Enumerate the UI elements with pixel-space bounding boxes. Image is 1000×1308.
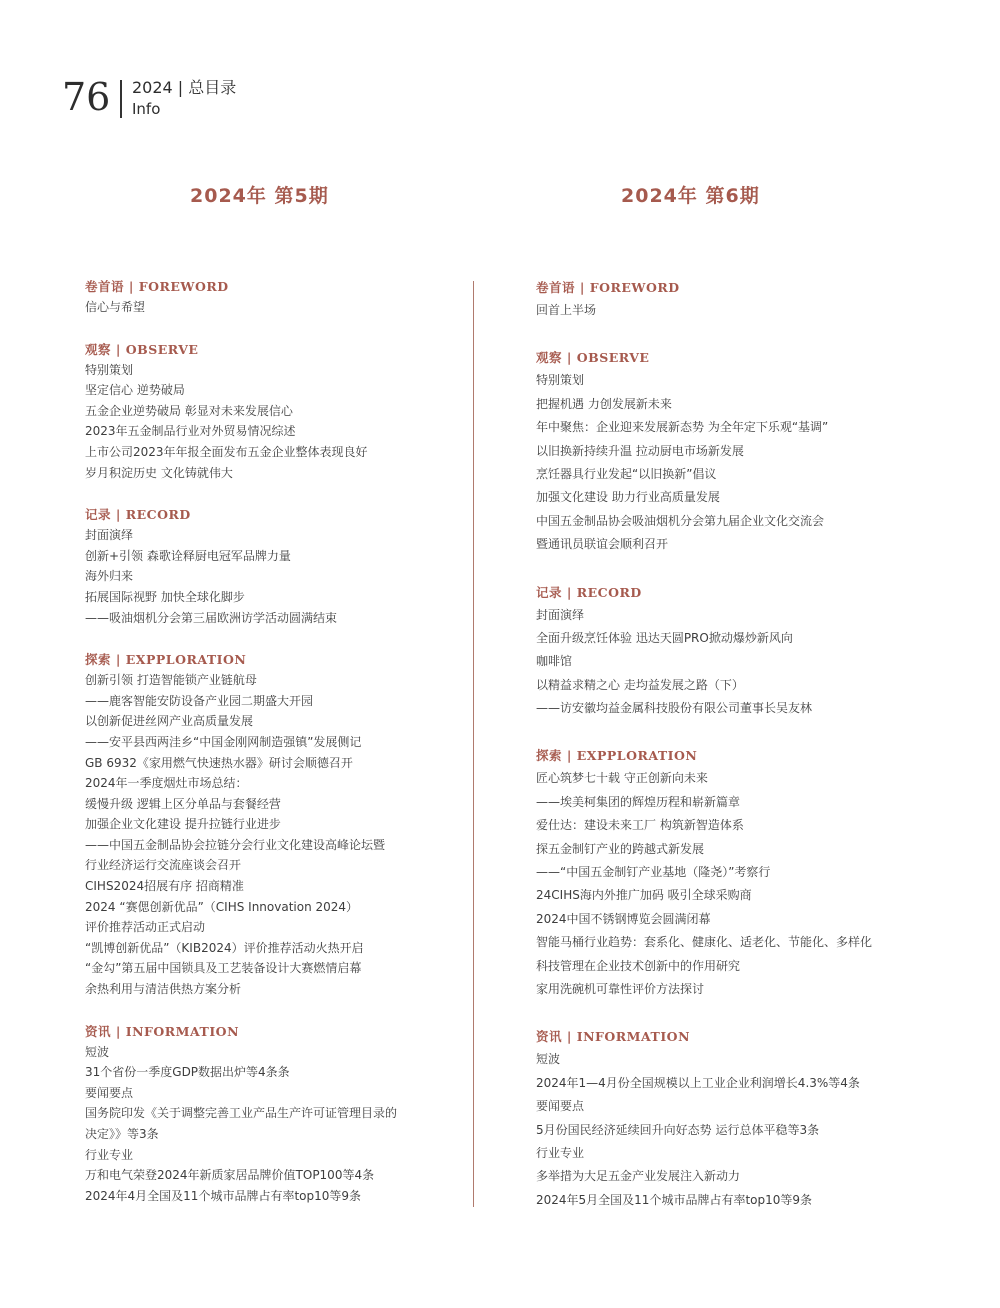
toc-entry[interactable]: 2024年一季度烟灶市场总结：	[85, 776, 248, 791]
toc-entry[interactable]: ——安平县西两洼乡“中国金刚网制造强镇”发展侧记	[85, 734, 362, 749]
toc-entry[interactable]: 行业专业	[85, 1147, 134, 1162]
toc-entry[interactable]: 暨通讯员联谊会顺利召开	[536, 537, 669, 552]
toc-entry[interactable]: 五金企业逆势破局 彰显对未来发展信心	[85, 403, 293, 418]
toc-entry[interactable]: 评价推荐活动正式启动	[85, 920, 206, 935]
toc-entry[interactable]: 2024年5月全国及11个城市品牌占有率top10等9条	[536, 1192, 813, 1207]
toc-entry[interactable]: 加强文化建设 助力行业高质量发展	[536, 490, 720, 505]
toc-entry[interactable]: 探五金制钉产业的跨越式新发展	[536, 841, 705, 856]
toc-entry[interactable]: 加强企业文化建设 提升拉链行业进步	[85, 817, 281, 832]
toc-entry[interactable]: 行业专业	[536, 1145, 585, 1160]
header-divider	[120, 80, 122, 118]
toc-entry[interactable]: 2024年1—4月份全国规模以上工业企业利润增长4.3%等4条	[536, 1075, 860, 1090]
toc-entry[interactable]: “凯博创新优品”（KIB2024）评价推荐活动火热开启	[85, 940, 364, 955]
toc-entry[interactable]: “金勾”第五届中国锁具及工艺装备设计大赛燃情启幕	[85, 961, 362, 976]
section-gap	[536, 720, 916, 744]
toc-entry[interactable]: 以创新促进丝网产业高质量发展	[85, 714, 254, 729]
toc-entry[interactable]: 万和电气荣登2024年新质家居品牌价值TOP100等4条	[85, 1168, 375, 1183]
toc-entry[interactable]: 24CIHS海内外推广加码 吸引全球采购商	[536, 888, 752, 903]
toc-entry[interactable]: ——访安徽均益金属科技股份有限公司董事长吴友林	[536, 701, 813, 716]
section-heading: 探索 | EXPPLORATION	[536, 748, 698, 764]
toc-column-right	[536, 276, 916, 1212]
toc-entry[interactable]: 2024年4月全国及11个城市品牌占有率top10等9条	[85, 1188, 362, 1203]
toc-column-left	[85, 276, 465, 1206]
section-heading: 观察 | OBSERVE	[536, 350, 650, 366]
section-gap	[85, 318, 465, 339]
section-heading: 观察 | OBSERVE	[85, 341, 199, 357]
toc-entry[interactable]: 特别策划	[85, 362, 134, 377]
column-divider	[473, 281, 474, 1207]
toc-entry[interactable]: ——鹿客智能安防设备产业园二期盛大开园	[85, 693, 314, 708]
toc-entry[interactable]: 智能马桶行业趋势：套系化、健康化、适老化、节能化、多样化	[536, 935, 873, 950]
issue-title-left: 2024年 第5期	[190, 185, 329, 207]
toc-entry[interactable]: 短波	[536, 1052, 561, 1067]
toc-entry[interactable]: 行业经济运行交流座谈会召开	[85, 858, 242, 873]
toc-entry[interactable]: 要闻要点	[85, 1085, 134, 1100]
section-gap	[85, 483, 465, 504]
section-gap	[536, 557, 916, 581]
section-heading: 卷首语 | FOREWORD	[85, 279, 229, 294]
toc-entry[interactable]: 拓展国际视野 加快全球化脚步	[85, 589, 245, 604]
toc-entry[interactable]: 5月份国民经济延续回升向好态势 运行总体平稳等3条	[536, 1122, 820, 1137]
header-subtitle: Info	[132, 100, 161, 118]
toc-entry[interactable]: 把握机遇 力创发展新未来	[536, 396, 672, 411]
toc-entry[interactable]: 创新+引领 森歌诠释厨电冠军品牌力量	[85, 548, 291, 563]
toc-entry[interactable]: 2024 “赛偲创新优品”（CIHS Innovation 2024）	[85, 899, 359, 914]
toc-entry[interactable]: 封面演绎	[85, 528, 134, 543]
toc-entry[interactable]: CIHS2024招展有序 招商精准	[85, 879, 244, 894]
toc-entry[interactable]: 创新引领 打造智能锁产业链航母	[85, 673, 257, 688]
toc-entry[interactable]: 烹饪器具行业发起“以旧换新”倡议	[536, 466, 717, 481]
toc-entry[interactable]: 以精益求精之心 走均益发展之路（下）	[536, 677, 744, 692]
toc-entry[interactable]: 年中聚焦：企业迎来发展新态势 为全年定下乐观“基调”	[536, 420, 829, 435]
toc-entry[interactable]: 决定》》等3条	[85, 1127, 159, 1141]
section-gap	[536, 1001, 916, 1025]
toc-entry[interactable]: 封面演绎	[536, 607, 585, 622]
toc-entry[interactable]: 岁月积淀历史 文化铸就伟大	[85, 465, 233, 480]
toc-entry[interactable]: 坚定信心 逆势破局	[85, 383, 185, 398]
toc-entry[interactable]: 2023年五金制品行业对外贸易情况综述	[85, 424, 296, 439]
header-title: 2024 | 总目录	[132, 78, 237, 97]
toc-entry[interactable]: 匠心筑梦七十载 守正创新向未来	[536, 771, 708, 786]
toc-entry[interactable]: ——埃美柯集团的辉煌历程和崭新篇章	[536, 794, 741, 809]
toc-entry[interactable]: 咖啡馆	[536, 654, 573, 669]
toc-entry[interactable]: GB 6932《家用燃气快速热水器》研讨会顺德召开	[85, 755, 353, 770]
toc-entry[interactable]: 回首上半场	[536, 303, 597, 317]
toc-entry[interactable]: ——吸油烟机分会第三届欧洲访学活动圆满结束	[85, 610, 338, 625]
section-heading: 探索 | EXPPLORATION	[85, 652, 247, 668]
toc-entry[interactable]: 2024中国不锈钢博览会圆满闭幕	[536, 911, 711, 926]
page-number: 76	[62, 75, 111, 119]
section-heading: 记录 | RECORD	[536, 584, 642, 600]
section-gap	[536, 322, 916, 346]
toc-entry[interactable]: 以旧换新持续升温 拉动厨电市场新发展	[536, 443, 744, 458]
toc-entry[interactable]: 爱仕达：建设未来工厂 构筑新智造体系	[536, 818, 744, 833]
toc-entry[interactable]: 中国五金制品协会吸油烟机分会第九届企业文化交流会	[536, 513, 825, 528]
issue-title-right: 2024年 第6期	[621, 185, 760, 207]
section-gap	[85, 1000, 465, 1021]
toc-entry[interactable]: 信心与希望	[85, 300, 146, 314]
toc-entry[interactable]: 31个省份一季度GDP数据出炉等4条条	[85, 1065, 290, 1080]
section-heading: 记录 | RECORD	[85, 507, 191, 523]
toc-entry[interactable]: 缓慢升级 逻辑上区分单品与套餐经营	[85, 796, 281, 811]
section-heading: 卷首语 | FOREWORD	[536, 280, 680, 295]
toc-entry[interactable]: 国务院印发《关于调整完善工业产品生产许可证管理目录的	[85, 1106, 398, 1121]
toc-entry[interactable]: 上市公司2023年年报全面发布五金企业整体表现良好	[85, 444, 368, 459]
section-heading: 资讯 | INFORMATION	[85, 1023, 239, 1039]
toc-entry[interactable]: 全面升级烹饪体验 迅达天圆PRO掀动爆炒新风向	[536, 630, 793, 645]
toc-entry[interactable]: 家用洗碗机可靠性评价方法探讨	[536, 981, 705, 996]
toc-entry[interactable]: ——中国五金制品协会拉链分会行业文化建设高峰论坛暨	[85, 837, 386, 852]
toc-entry[interactable]: 特别策划	[536, 373, 585, 388]
section-gap	[85, 628, 465, 649]
toc-entry[interactable]: 要闻要点	[536, 1099, 585, 1114]
section-heading: 资讯 | INFORMATION	[536, 1029, 690, 1045]
toc-entry[interactable]: 余热利用与清洁供热方案分析	[85, 982, 242, 997]
toc-entry[interactable]: ——“中国五金制钉产业基地（隆尧）”考察行	[536, 865, 771, 880]
toc-entry[interactable]: 海外归来	[85, 569, 134, 584]
toc-entry[interactable]: 多举措为大足五金产业发展注入新动力	[536, 1169, 741, 1184]
toc-entry[interactable]: 科技管理在企业技术创新中的作用研究	[536, 958, 741, 973]
toc-entry[interactable]: 短波	[85, 1044, 110, 1059]
